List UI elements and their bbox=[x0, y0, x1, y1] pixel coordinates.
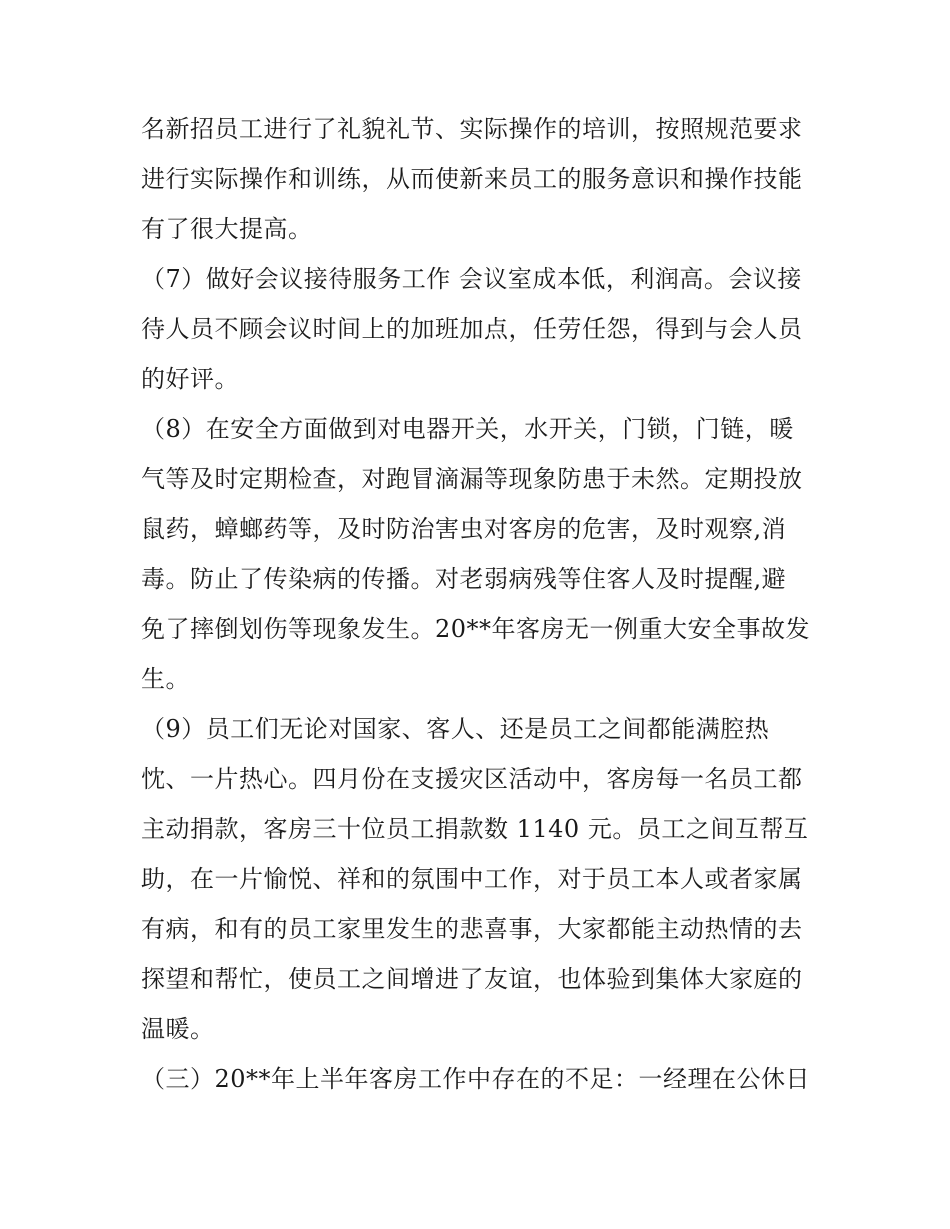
paragraph-8-start: （8）在安全方面做到对电器开关，水开关，门锁，门链，暖 bbox=[141, 415, 794, 443]
paragraph-9-start: （9）员工们无论对国家、客人、还是员工之间都能满腔热 bbox=[141, 715, 770, 743]
text-line: 温暖。 bbox=[141, 1015, 215, 1043]
text-line: 主动捐款，客房三十位员工捐款数 1140 元。员工之间互帮互 bbox=[141, 815, 809, 843]
text-line: 的好评。 bbox=[141, 365, 239, 393]
paragraph-7-start: （7）做好会议接待服务工作 会议室成本低，利润高。会议接 bbox=[141, 265, 802, 293]
text-line: 名新招员工进行了礼貌礼节、实际操作的培训，按照规范要求 bbox=[141, 115, 803, 143]
text-line: 待人员不顾会议时间上的加班加点，任劳任怨，得到与会人员 bbox=[141, 315, 803, 343]
text-line: 探望和帮忙，使员工之间增进了友谊，也体验到集体大家庭的 bbox=[141, 965, 803, 993]
text-line: 忱、一片热心。四月份在支援灾区活动中，客房每一名员工都 bbox=[141, 765, 803, 793]
text-line: 有了很大提高。 bbox=[141, 215, 313, 243]
text-line: 免了摔倒划伤等现象发生。20**年客房无一例重大安全事故发 bbox=[141, 615, 811, 643]
text-line: 生。 bbox=[141, 665, 190, 693]
text-line: 助，在一片愉悦、祥和的氛围中工作，对于员工本人或者家属 bbox=[141, 865, 803, 893]
text-line: 进行实际操作和训练，从而使新来员工的服务意识和操作技能 bbox=[141, 165, 803, 193]
section-3-start: （三）20**年上半年客房工作中存在的不足：一经理在公休日 bbox=[141, 1065, 811, 1093]
text-line: 毒。防止了传染病的传播。对老弱病残等住客人及时提醒,避 bbox=[141, 565, 787, 593]
body-text bbox=[141, 104, 831, 1104]
text-line: 鼠药，蟑螂药等，及时防治害虫对客房的危害，及时观察,消 bbox=[141, 515, 787, 543]
text-line: 有病，和有的员工家里发生的悲喜事，大家都能主动热情的去 bbox=[141, 915, 803, 943]
text-line: 气等及时定期检查，对跑冒滴漏等现象防患于未然。定期投放 bbox=[141, 465, 803, 493]
